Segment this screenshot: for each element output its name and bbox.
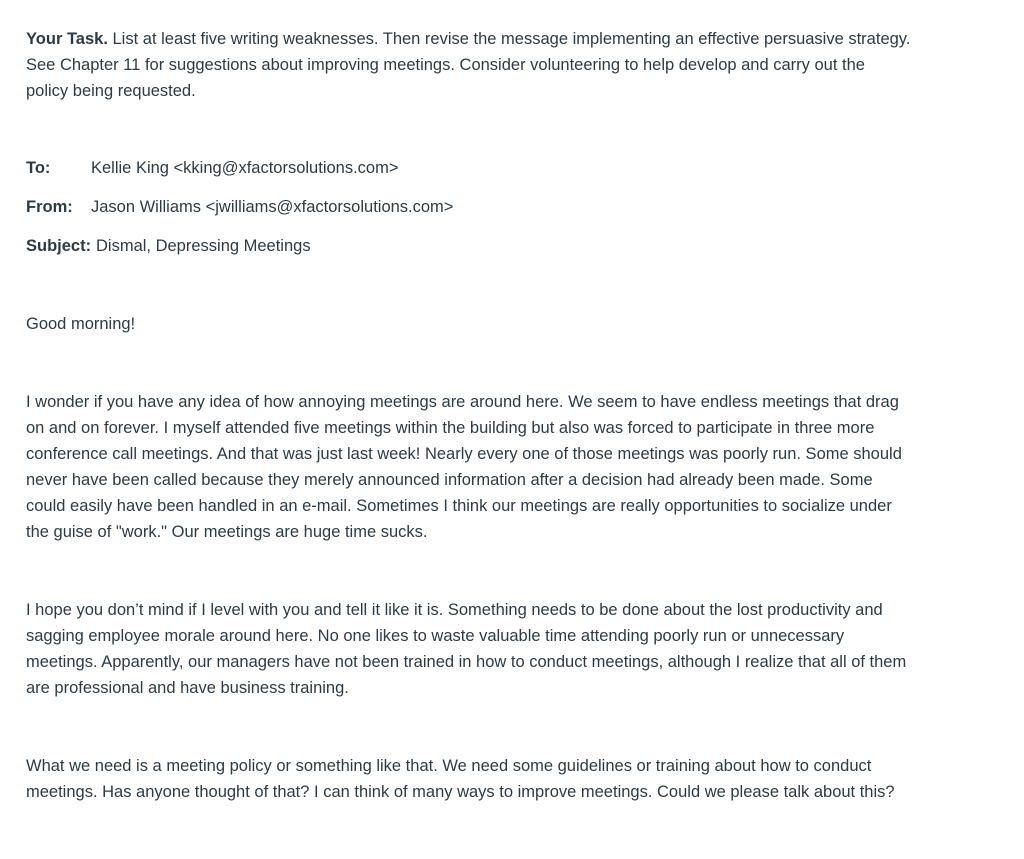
email-paragraph-1: I wonder if you have any idea of how annoying meetings are around here. We seem to have endless meetings that drag on and on forever. I myself attended five meetings within the building but also was forced to participate in three more conference call meetings. And that was just last week! Nearly every one of those meetings was poorly run. Some should never have been called because they merely announced information after a decision had already been made. Some could easily have been handled in an e-mail. Sometimes I think our meetings are really opportunities to socialize under the guise of "work." Our meetings are huge time sucks. — [26, 393, 902, 541]
from-value: Jason Williams <jwilliams@xfactorsolutions.com> — [91, 198, 454, 216]
email-subject-line — [26, 233, 911, 259]
email-to-line — [26, 155, 911, 181]
task-instructions — [26, 26, 911, 104]
task-label: Your Task. — [26, 30, 108, 48]
email-paragraph-2: I hope you don’t mind if I level with you and tell it like it is. Something needs to be done about the lost productivity and sagging employee morale around here. No one likes to waste valuable time attending poorly run or unnecessary meetings. Apparently, our managers have not been trained in how to conduct meetings, although I realize that all of them are professional and have business training. — [26, 601, 907, 697]
email-from-line — [26, 194, 911, 220]
email-paragraph-3: What we need is a meeting policy or something like that. We need some guidelines or training about how to conduct meetings. Has anyone thought of that? I can think of many ways to improve meetings. Could we please talk about this? — [26, 757, 895, 801]
email-greeting: Good morning! — [26, 315, 136, 333]
to-value: Kellie King <kking@xfactorsolutions.com> — [91, 159, 399, 177]
subject-value: Dismal, Depressing Meetings — [96, 237, 311, 255]
subject-label: Subject: — [26, 237, 92, 255]
to-label: To: — [26, 159, 51, 177]
task-text: List at least five writing weaknesses. Then revise the message implementing an effective persuasive strategy. See Chapter 11 for suggestions about improving meetings. Consider volunteering to help develop and carry out the policy being requested. — [26, 30, 911, 100]
from-label: From: — [26, 198, 73, 216]
